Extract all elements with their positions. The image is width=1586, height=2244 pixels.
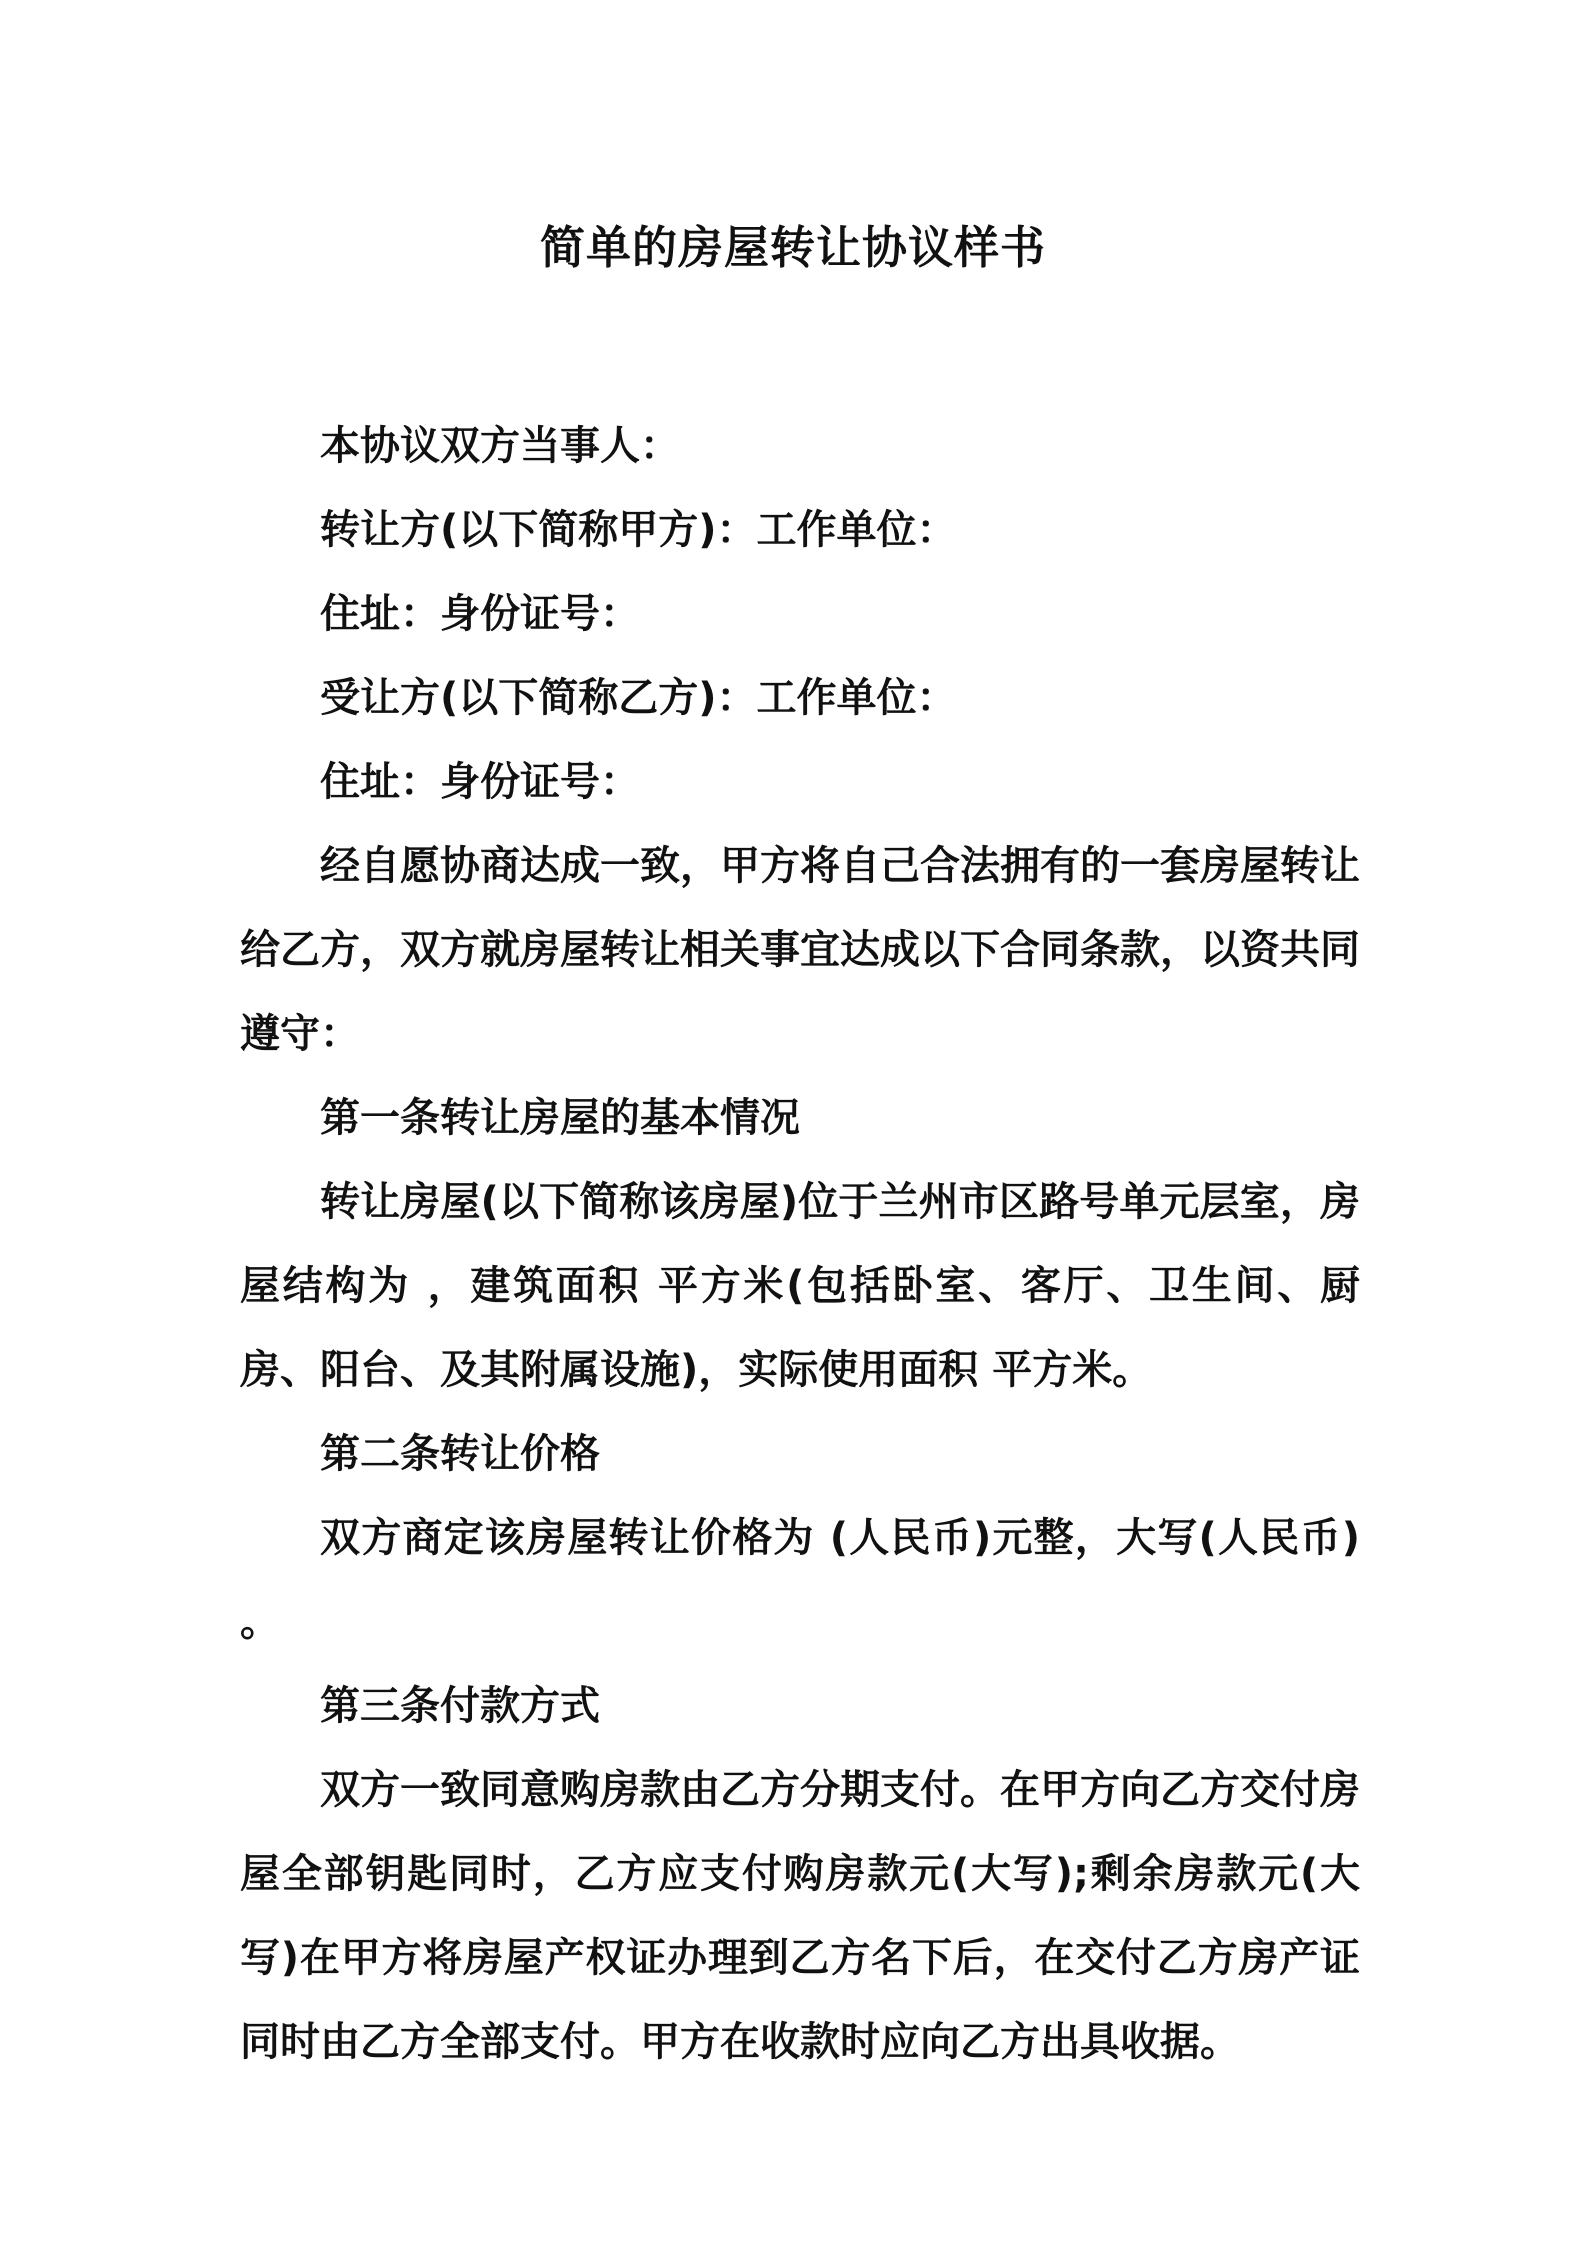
paragraph-transferee: 受让方(以下简称乙方)：工作单位：	[320, 675, 957, 721]
paragraph-transferee-address: 住址：身份证号：	[320, 759, 640, 805]
document-body	[240, 404, 1360, 2084]
document-title: 简单的房屋转让协议样书	[539, 221, 1046, 274]
article-1-text: 转让房屋(以下简称该房屋)位于兰州市区路号单元层室，房屋结构为 ，建筑面积 平方米(包括卧室、客厅、卫生间、厨房、阳台、及其附属设施)，实际使用面积 平方米。	[240, 1179, 1360, 1393]
article-2-heading: 第二条转让价格	[320, 1431, 600, 1477]
paragraph-transferor-address: 住址：身份证号：	[320, 591, 640, 637]
paragraph-preamble: 经自愿协商达成一致，甲方将自己合法拥有的一套房屋转让给乙方，双方就房屋转让相关事宜达成以下合同条款，以资共同遵守：	[240, 843, 1360, 1057]
article-3-text: 双方一致同意购房款由乙方分期支付。在甲方向乙方交付房屋全部钥匙同时，乙方应支付购房款元(大写);剩余房款元(大写)在甲方将房屋产权证办理到乙方名下后，在交付乙方房产证同时由乙方全部支付。甲方在收款时应向乙方出具收据。	[240, 1767, 1360, 2065]
article-3-heading: 第三条付款方式	[320, 1683, 600, 1729]
paragraph-transferor: 转让方(以下简称甲方)：工作单位：	[320, 507, 957, 553]
article-2-text: 双方商定该房屋转让价格为 (人民币)元整，大写(人民币) 。	[240, 1515, 1360, 1645]
paragraph-parties-intro: 本协议双方当事人：	[320, 423, 680, 469]
article-1-heading: 第一条转让房屋的基本情况	[320, 1095, 800, 1141]
